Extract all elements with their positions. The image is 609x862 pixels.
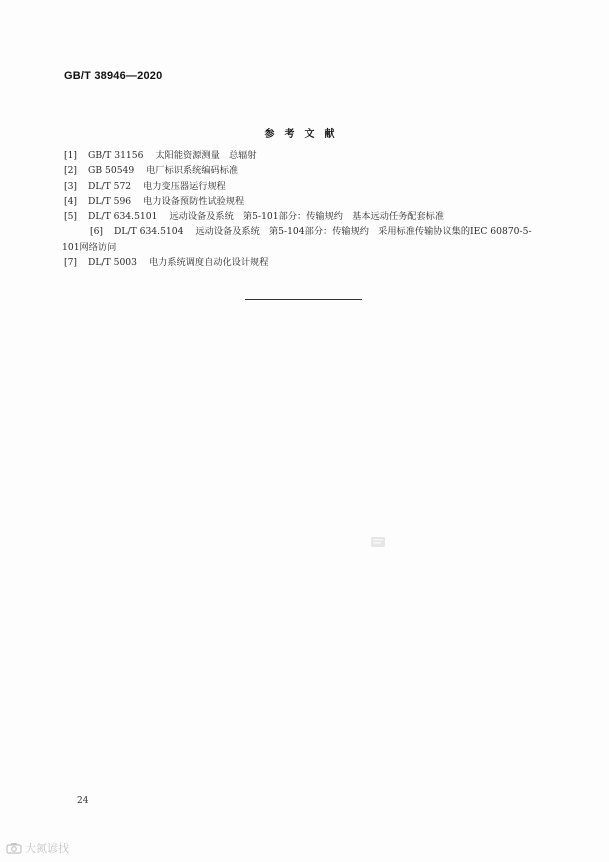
reference-item [62, 194, 548, 209]
reference-title: 远动设备及系统 第5-101部分：传输规约 基本远动任务配套标准 [169, 211, 445, 223]
watermark [6, 840, 69, 856]
end-rule [245, 299, 362, 300]
reference-number: [6] [90, 226, 104, 238]
watermark-text: 大氮谚找 [25, 842, 69, 855]
reference-code: DL/T 596 [88, 195, 132, 207]
reference-title: 电力设备预防性试验规程 [143, 195, 245, 207]
reference-list [62, 148, 548, 270]
reference-code: DL/T 5003 [88, 257, 137, 269]
reference-title: 电厂标识系统编码标准 [146, 165, 239, 177]
reference-title: 太阳能资源测量 总辐射 [155, 150, 257, 161]
scan-mark-icon [370, 536, 386, 548]
reference-code: DL/T 572 [88, 180, 132, 192]
reference-code: DL/T 634.5104 [114, 226, 184, 238]
standard-code: GB/T 38946—2020 [64, 70, 163, 82]
reference-item [62, 224, 548, 255]
reference-code: GB/T 31156 [88, 150, 144, 161]
reference-item [62, 148, 548, 163]
reference-number: [4] [64, 195, 78, 207]
reference-code: DL/T 634.5101 [88, 211, 158, 223]
reference-title: 电力系统调度自动化设计规程 [149, 257, 269, 269]
reference-item [62, 179, 548, 194]
reference-number: [3] [64, 180, 78, 192]
reference-number: [2] [64, 165, 78, 177]
camera-icon [6, 842, 22, 854]
reference-number: [1] [64, 150, 78, 161]
reference-title: 远动设备及系统 第5-104部分：传输规约 采用标准传输协议集的IEC 60870-5-101网络访问 [62, 226, 532, 253]
section-title: 参考文献 [264, 129, 345, 140]
reference-item [62, 255, 548, 270]
page-number: 24 [77, 796, 89, 806]
reference-title: 电力变压器运行规程 [143, 180, 226, 192]
reference-item [62, 209, 548, 224]
reference-code: GB 50549 [88, 165, 135, 177]
reference-item [62, 163, 548, 178]
reference-number: [5] [64, 211, 78, 223]
reference-number: [7] [64, 257, 78, 269]
